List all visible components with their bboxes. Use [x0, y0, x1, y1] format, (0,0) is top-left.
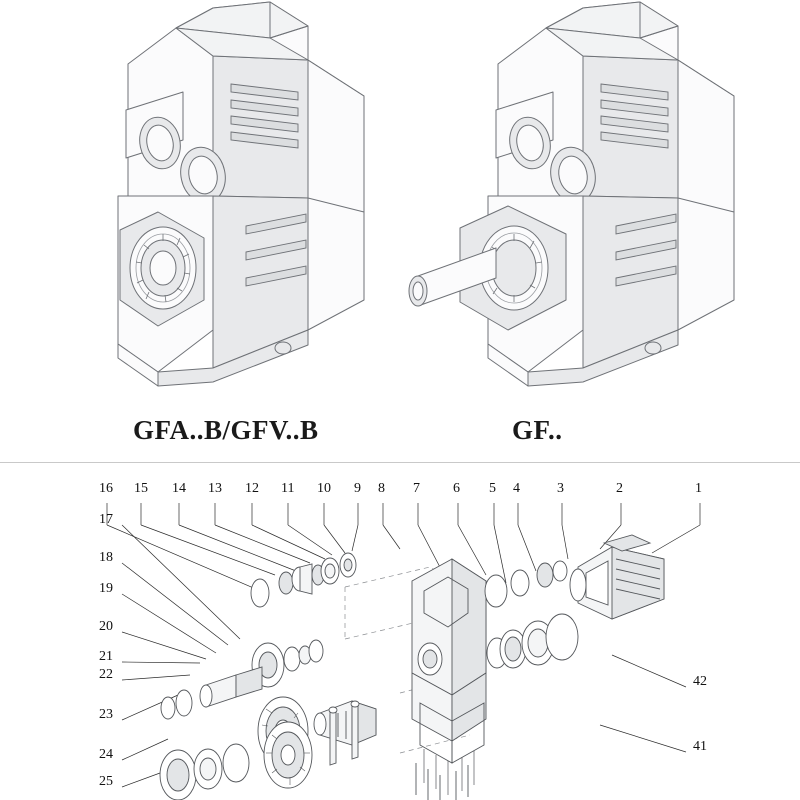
callout-12: 12 — [245, 481, 259, 496]
callout-5: 5 — [489, 481, 496, 496]
housing-body — [412, 559, 486, 795]
callout-14: 14 — [172, 481, 186, 496]
callout-15: 15 — [134, 481, 148, 496]
callout-41: 41 — [693, 739, 707, 754]
callout-18: 18 — [99, 550, 113, 565]
parts-upper-row — [251, 553, 356, 607]
exploded-assembly-svg — [0, 463, 800, 800]
motor-adapter — [570, 535, 664, 619]
caption-right: GF.. — [512, 415, 563, 445]
gear-unit-left — [118, 2, 364, 386]
callout-6: 6 — [453, 481, 460, 496]
callout-19: 19 — [99, 581, 113, 596]
callout-24: 24 — [99, 747, 113, 762]
callout-42: 42 — [693, 674, 707, 689]
callout-8: 8 — [378, 481, 385, 496]
exploded-assembly-diagram — [0, 463, 800, 800]
callout-10: 10 — [317, 481, 331, 496]
callout-9: 9 — [354, 481, 361, 496]
callout-1: 1 — [695, 481, 702, 496]
callout-7: 7 — [413, 481, 420, 496]
callout-25: 25 — [99, 774, 113, 789]
callout-4: 4 — [513, 481, 520, 496]
callout-23: 23 — [99, 707, 113, 722]
parts-right-rings — [485, 561, 578, 668]
callout-13: 13 — [208, 481, 222, 496]
gear-unit-right — [409, 2, 734, 386]
callout-22: 22 — [99, 667, 113, 682]
callout-11: 11 — [281, 481, 295, 496]
callout-16: 16 — [99, 481, 113, 496]
callout-17: 17 — [99, 512, 113, 527]
callout-20: 20 — [99, 619, 113, 634]
leader-lines-right — [600, 655, 686, 752]
callout-2: 2 — [616, 481, 623, 496]
callout-3: 3 — [557, 481, 564, 496]
callout-21: 21 — [99, 649, 113, 664]
caption-left: GFA..B/GFV..B — [133, 415, 319, 445]
leader-lines-left — [122, 525, 240, 787]
